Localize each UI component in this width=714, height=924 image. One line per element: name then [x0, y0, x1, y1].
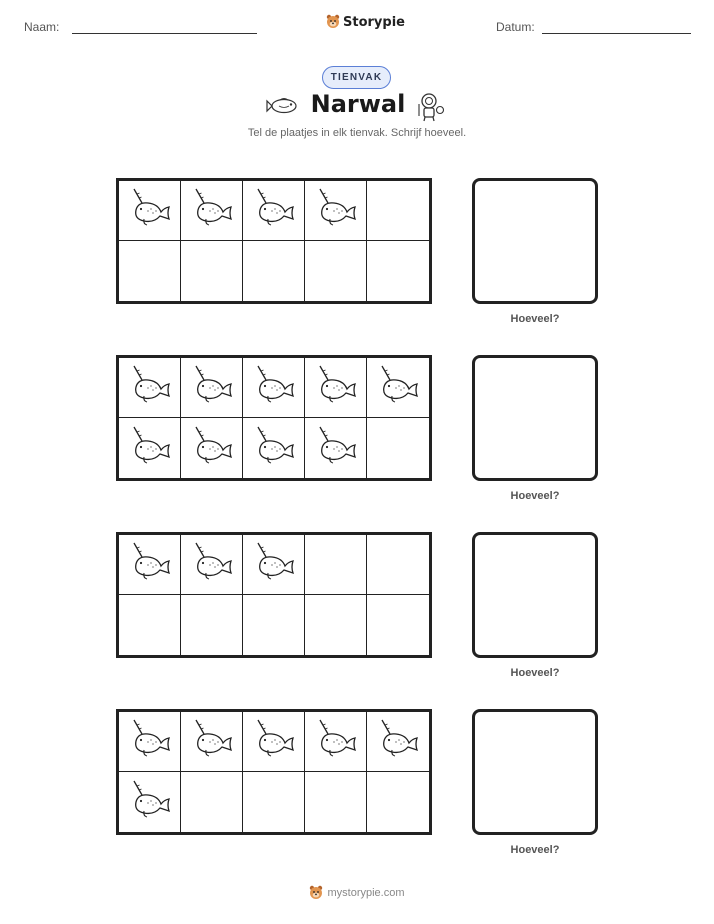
date-line[interactable]: [542, 33, 691, 34]
narwhal-icon: [314, 365, 358, 410]
narwhal-icon: [314, 719, 358, 764]
ten-frame-cell: [367, 712, 429, 772]
ten-frame-cell: [181, 712, 243, 772]
bear-mascot-icon: [309, 885, 323, 901]
ten-frame-cell: [367, 595, 429, 655]
answer-label-3: Hoeveel?: [510, 667, 560, 679]
name-label: Naam:: [24, 20, 60, 34]
ten-frame-cell: [367, 358, 429, 418]
narwhal-icon: [252, 719, 296, 764]
narwhal-icon: [128, 542, 172, 587]
ten-frame-cell: [181, 772, 243, 832]
ten-frame-cell: [181, 358, 243, 418]
ten-frame-cell: [367, 418, 429, 478]
ten-frame-cell: [305, 712, 367, 772]
fish-icon: [266, 96, 300, 116]
ten-frame-cell: [181, 535, 243, 595]
footer-url: mystorypie.com: [327, 887, 405, 899]
ten-frame-cell: [305, 418, 367, 478]
name-line[interactable]: [72, 33, 257, 34]
narwhal-icon: [376, 719, 420, 764]
narwhal-icon: [190, 365, 234, 410]
ten-frame-cell: [243, 241, 305, 301]
ten-frame-cell: [305, 595, 367, 655]
ten-frame-cell: [305, 535, 367, 595]
narwhal-icon: [190, 188, 234, 233]
narwhal-icon: [314, 188, 358, 233]
ten-frame-cell: [305, 358, 367, 418]
ten-frame-cell: [243, 358, 305, 418]
ten-frame-cell: [367, 181, 429, 241]
ten-frame-cell: [243, 418, 305, 478]
ten-frame-cell: [119, 535, 181, 595]
narwhal-icon: [376, 365, 420, 410]
instructions: Tel de plaatjes in elk tienvak. Schrijf hoeveel.: [247, 127, 467, 139]
footer: [0, 885, 714, 901]
narwhal-icon: [314, 426, 358, 471]
ten-frame-cell: [243, 772, 305, 832]
ten-frame-cell: [119, 418, 181, 478]
page-title: Narwal: [310, 90, 406, 118]
ten-frame-cell: [243, 712, 305, 772]
narwhal-icon: [190, 542, 234, 587]
ten-frame-cell: [119, 241, 181, 301]
answer-label-2: Hoeveel?: [510, 490, 560, 502]
answer-box-3[interactable]: [472, 532, 598, 658]
ten-frame-cell: [119, 181, 181, 241]
ten-frame-1: [116, 178, 432, 304]
ten-frame-cell: [181, 181, 243, 241]
ten-frame-cell: [181, 418, 243, 478]
ten-frame-cell: [243, 595, 305, 655]
ten-frame-cell: [181, 595, 243, 655]
ten-frame-cell: [367, 772, 429, 832]
ten-frame-cell: [243, 535, 305, 595]
ten-frame-cell: [119, 772, 181, 832]
narwhal-icon: [128, 719, 172, 764]
ten-frame-2: [116, 355, 432, 481]
ten-frame-cell: [119, 358, 181, 418]
ten-frame-cell: [367, 535, 429, 595]
ten-frame-4: [116, 709, 432, 835]
ten-frame-cell: [181, 241, 243, 301]
narwhal-icon: [252, 365, 296, 410]
date-label: Datum:: [496, 20, 535, 34]
narwhal-icon: [128, 780, 172, 825]
narwhal-icon: [252, 188, 296, 233]
answer-label-1: Hoeveel?: [510, 313, 560, 325]
ten-frame-3: [116, 532, 432, 658]
ten-frame-cell: [305, 241, 367, 301]
narwhal-icon: [128, 365, 172, 410]
ten-frame-cell: [305, 772, 367, 832]
category-badge: TIENVAK: [322, 66, 391, 89]
diver-icon: [415, 92, 445, 122]
bear-mascot-icon: [326, 14, 340, 30]
answer-box-4[interactable]: [472, 709, 598, 835]
narwhal-icon: [128, 426, 172, 471]
narwhal-icon: [190, 719, 234, 764]
answer-box-1[interactable]: [472, 178, 598, 304]
answer-box-2[interactable]: [472, 355, 598, 481]
brand-name: Storypie: [343, 14, 405, 30]
ten-frame-cell: [243, 181, 305, 241]
ten-frame-cell: [305, 181, 367, 241]
narwhal-icon: [252, 542, 296, 587]
narwhal-icon: [128, 188, 172, 233]
ten-frame-cell: [367, 241, 429, 301]
narwhal-icon: [190, 426, 234, 471]
ten-frame-cell: [119, 595, 181, 655]
ten-frame-cell: [119, 712, 181, 772]
brand-logo: [326, 14, 405, 30]
narwhal-icon: [252, 426, 296, 471]
answer-label-4: Hoeveel?: [510, 844, 560, 856]
